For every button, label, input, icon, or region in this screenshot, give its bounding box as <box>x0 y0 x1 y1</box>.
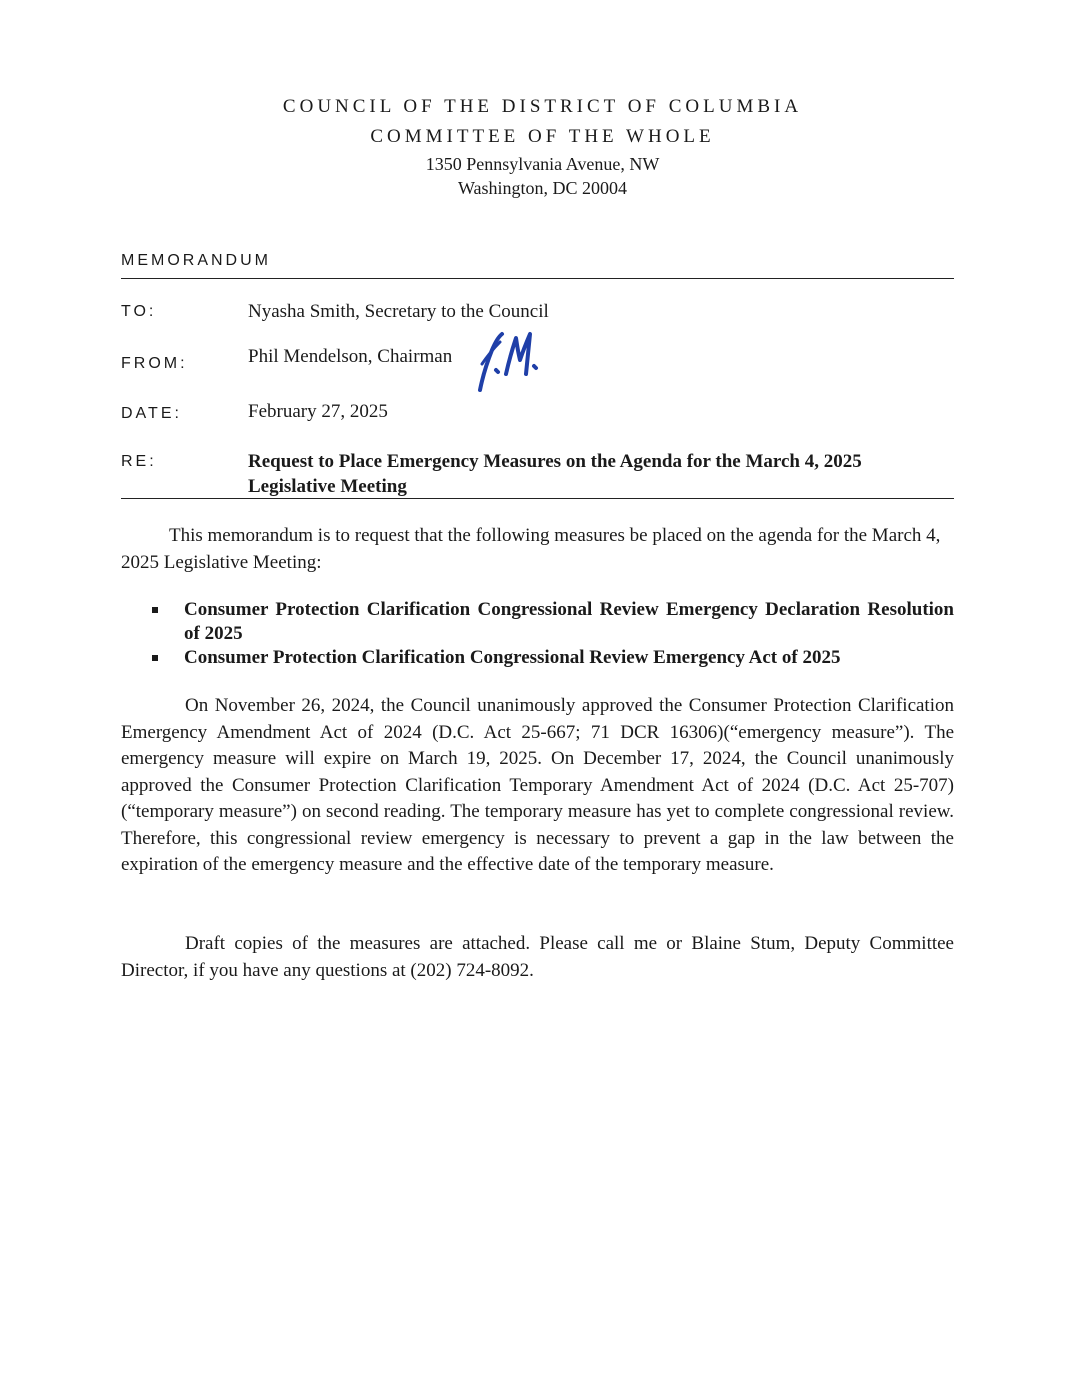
body-paragraph-2: Draft copies of the measures are attached. Please call me or Blaine Stum, Deputy Committee Director, if you have any questions at (202) 724-8092. <box>121 933 954 981</box>
measures-list <box>148 598 954 670</box>
re-label: RE: <box>121 453 157 470</box>
subject-divider <box>121 498 954 499</box>
measure-title: Consumer Protection Clarification Congressional Review Emergency Declaration Resolution of 2025 <box>184 599 954 644</box>
chairman-signature <box>470 330 550 396</box>
list-item <box>148 598 954 646</box>
address-street: 1350 Pennsylvania Avenue, NW <box>425 154 660 174</box>
measure-title: Consumer Protection Clarification Congressional Review Emergency Act of 2025 <box>184 647 841 668</box>
council-name: COUNCIL OF THE DISTRICT OF COLUMBIA <box>282 96 803 117</box>
signature-strokes <box>480 334 536 390</box>
to-value: Nyasha Smith, Secretary to the Council <box>248 301 549 322</box>
re-value: Request to Place Emergency Measures on the Agenda for the March 4, 2025 Legislative Meeting <box>248 451 862 497</box>
date-label: DATE: <box>121 405 182 422</box>
list-item <box>148 646 954 670</box>
bullet-icon <box>152 655 158 661</box>
address-city: Washington, DC 20004 <box>457 178 628 198</box>
from-label: FROM: <box>121 355 188 372</box>
committee-name: COMMITTEE OF THE WHOLE <box>370 126 715 147</box>
to-label: TO: <box>121 303 157 320</box>
memorandum-label: MEMORANDUM <box>121 252 271 269</box>
header-divider <box>121 278 954 279</box>
from-value: Phil Mendelson, Chairman <box>248 346 453 367</box>
intro-paragraph: This memorandum is to request that the following measures be placed on the agenda for the March 4, 2025 Legislative Meeting: <box>121 525 941 573</box>
date-value: February 27, 2025 <box>248 401 388 422</box>
body-paragraph-1: On November 26, 2024, the Council unanimously approved the Consumer Protection Clarification Emergency Amendment Act of 2024 (D.C. Act 25-667; 71 DCR 16306)(“emergency measure”). The emergency measure will expire on March 19, 2025. On December 17, 2024, the Council unanimously approved the Consumer Protection Clarification Temporary Amendment Act of 2024 (D.C. Act 25-707)(“temporary measure”) on second reading. The temporary measure has yet to complete congressional review. Therefore, this congressional review emergency is necessary to prevent a gap in the law between the expiration of the emergency measure and the effective date of the temporary measure. <box>121 695 954 875</box>
letterhead <box>0 92 1085 200</box>
bullet-icon <box>152 607 158 613</box>
